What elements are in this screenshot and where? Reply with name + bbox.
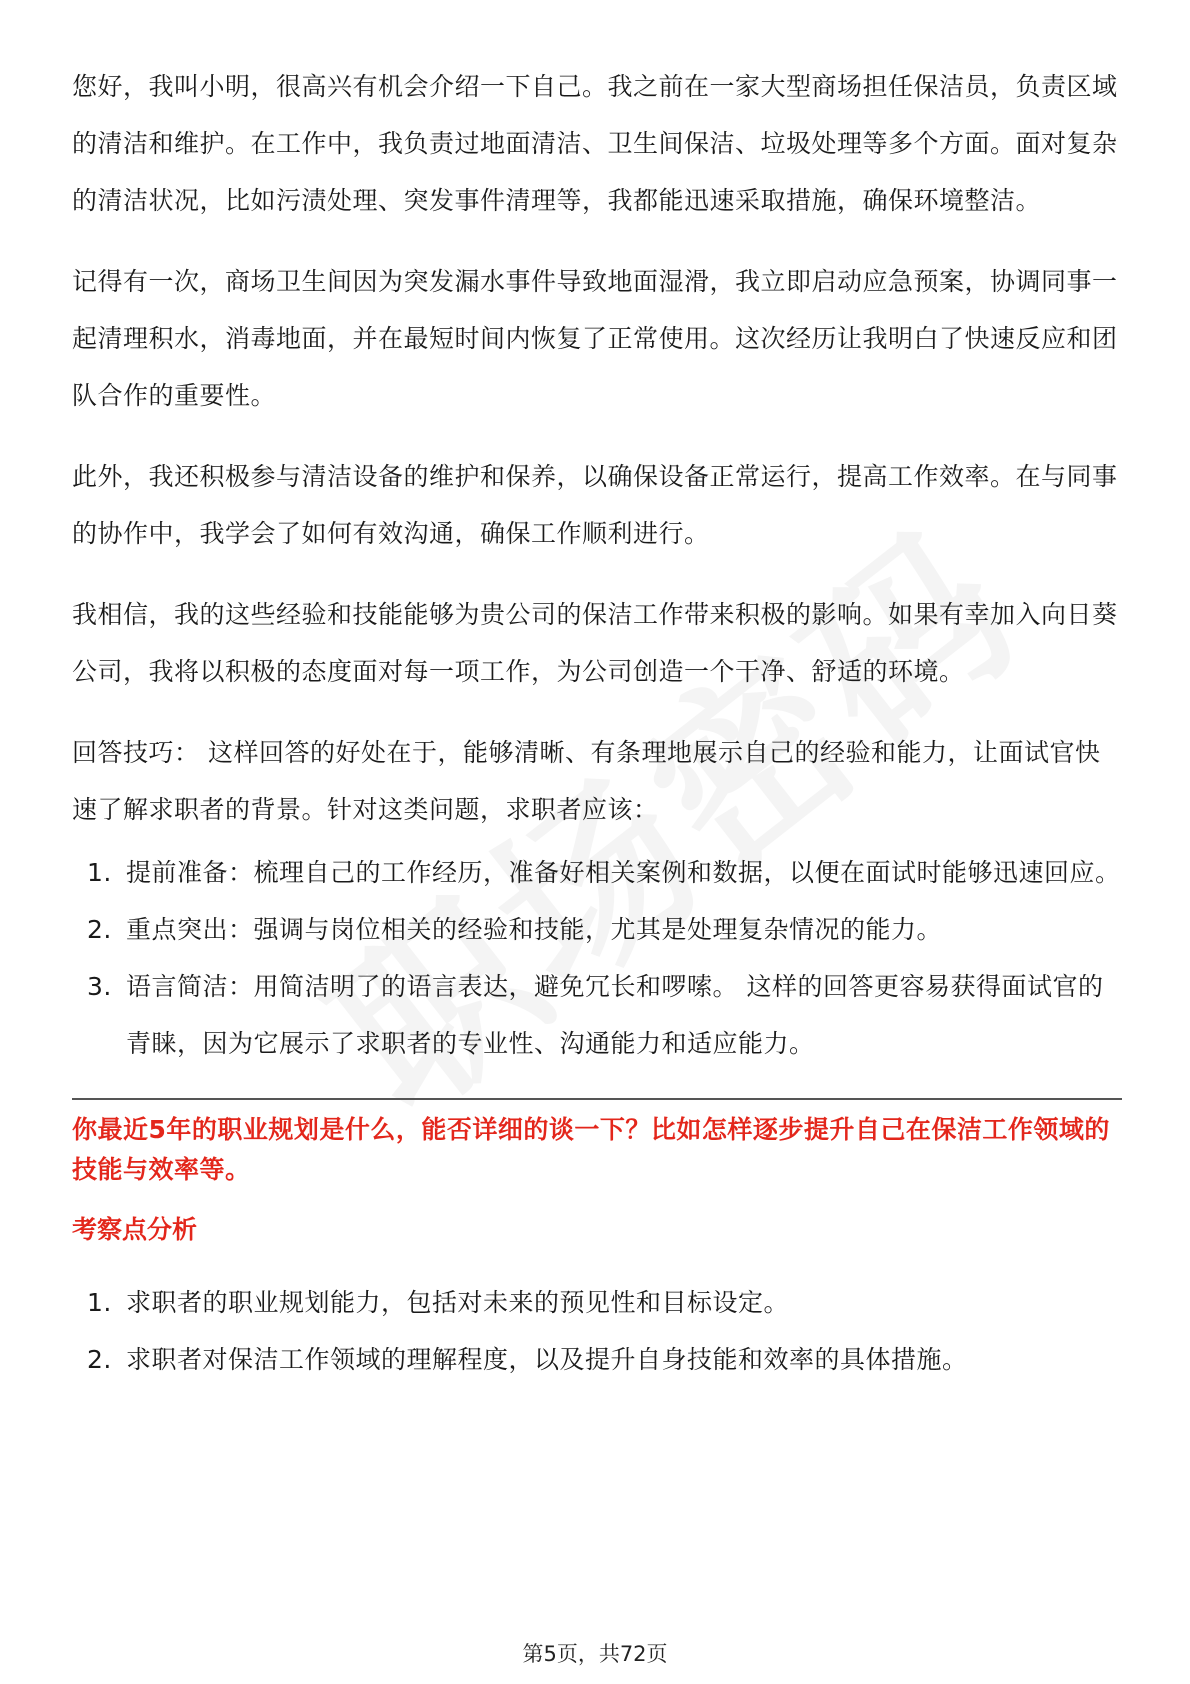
list-item-text: 求职者的职业规划能力，包括对未来的预见性和目标设定。 bbox=[126, 1288, 790, 1317]
list-item bbox=[72, 958, 1122, 1072]
list-item bbox=[72, 1331, 1122, 1388]
experience-paragraph: 记得有一次，商场卫生间因为突发漏水事件导致地面湿滑，我立即启动应急预案，协调同事一起清理积水，消毒地面，并在最短时间内恢复了正常使用。这次经历让我明白了快速反应和团队合作的重要性。 bbox=[72, 267, 1118, 410]
equipment-paragraph: 此外，我还积极参与清洁设备的维护和保养，以确保设备正常运行，提高工作效率。在与同事的协作中，我学会了如何有效沟通，确保工作顺利进行。 bbox=[72, 462, 1118, 548]
list-number: 1. bbox=[87, 858, 112, 887]
tips-intro-paragraph: 回答技巧： 这样回答的好处在于，能够清晰、有条理地展示自己的经验和能力，让面试官快速了解求职者的背景。针对这类问题，求职者应该： bbox=[72, 738, 1101, 824]
list-item bbox=[72, 844, 1122, 901]
list-item-text: 语言简洁：用简洁明了的语言表达，避免冗长和啰嗦。 这样的回答更容易获得面试官的青睐，因为它展示了求职者的专业性、沟通能力和适应能力。 bbox=[126, 972, 1104, 1058]
closing-paragraph: 我相信，我的这些经验和技能能够为贵公司的保洁工作带来积极的影响。如果有幸加入向日葵公司，我将以积极的态度面对每一项工作，为公司创造一个干净、舒适的环境。 bbox=[72, 600, 1118, 686]
list-item-text: 提前准备：梳理自己的工作经历，准备好相关案例和数据，以便在面试时能够迅速回应。 bbox=[126, 858, 1121, 887]
list-number: 1. bbox=[87, 1288, 112, 1317]
list-item bbox=[72, 1274, 1122, 1331]
list-item-text: 求职者对保洁工作领域的理解程度，以及提升自身技能和效率的具体措施。 bbox=[126, 1345, 968, 1374]
analysis-list bbox=[72, 1274, 1122, 1388]
list-number: 2. bbox=[87, 1345, 112, 1374]
analysis-title: 考察点分析 bbox=[72, 1215, 198, 1244]
intro-paragraph: 您好，我叫小明，很高兴有机会介绍一下自己。我之前在一家大型商场担任保洁员，负责区域的清洁和维护。在工作中，我负责过地面清洁、卫生间保洁、垃圾处理等多个方面。面对复杂的清洁状况，比如污渍处理、突发事件清理等，我都能迅速采取措施，确保环境整洁。 bbox=[72, 72, 1118, 215]
list-item-text: 重点突出：强调与岗位相关的经验和技能，尤其是处理复杂情况的能力。 bbox=[126, 915, 943, 944]
page-number-footer: 第5页，共72页 bbox=[522, 1642, 668, 1666]
section-divider bbox=[72, 1098, 1122, 1100]
list-number: 3. bbox=[87, 972, 112, 1001]
tips-list bbox=[72, 844, 1122, 1072]
question-heading: 你最近5年的职业规划是什么，能否详细的谈一下？比如怎样逐步提升自己在保洁工作领域的技能与效率等。 bbox=[72, 1115, 1110, 1184]
page-content bbox=[72, 58, 1122, 1388]
list-number: 2. bbox=[87, 915, 112, 944]
list-item bbox=[72, 901, 1122, 958]
